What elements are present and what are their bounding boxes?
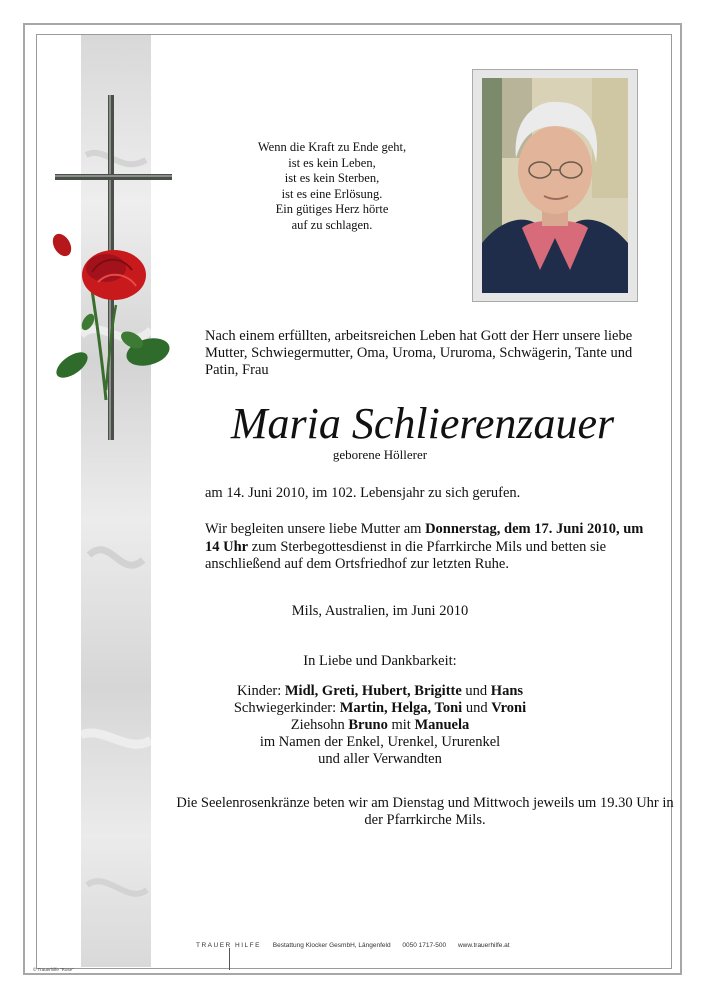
- portrait-photo: [482, 78, 628, 293]
- funeral-company: Bestattung Klocker GesmbH, Längenfeld: [272, 942, 391, 949]
- grandchildren-line: im Namen der Enkel, Urenkel, Ururenkel: [259, 734, 501, 750]
- footer: [196, 942, 520, 949]
- poem-line: ist es kein Sterben,: [284, 171, 380, 185]
- service-date: Donnerstag, dem 17. Juni 2010, um 14 Uhr: [205, 521, 644, 555]
- poem-line: Ein gütiges Herz hörte: [275, 202, 389, 216]
- family-list: [200, 683, 560, 768]
- poem-line: Wenn die Kraft zu Ende geht,: [257, 140, 407, 154]
- poem-line: ist es kein Leben,: [288, 155, 376, 170]
- gratitude-line: In Liebe und Dankbarkeit:: [303, 653, 457, 669]
- portrait-frame: [472, 69, 638, 302]
- copyright-note: © Trauerhilfe "Rose": [33, 967, 74, 972]
- phone-number: 0050 1717-500: [402, 942, 447, 949]
- relatives-line: und aller Verwandten: [318, 751, 442, 767]
- intro-text: Nach einem erfüllten, arbeitsreichen Leben hat Gott der Herr unsere liebe Mutter, Schwiegermutter, Oma, Uroma, Ururoma, Schwägerin, Tante und Patin, Frau: [205, 328, 633, 378]
- poem: [232, 140, 432, 233]
- website-link[interactable]: www.trauerhilfe.at: [457, 942, 510, 949]
- poem-line: auf zu schlagen.: [291, 217, 373, 232]
- death-notice: am 14. Juni 2010, im 102. Lebensjahr zu sich gerufen.: [205, 485, 521, 501]
- service-text: zum Sterbegottesdienst in die Pfarrkirche Mils und betten sie anschließend auf dem Ortsfriedhof zur letzten Ruhe.: [205, 538, 607, 572]
- maiden-name: geborene Höllerer: [332, 447, 428, 462]
- funeral-service-text: [205, 521, 655, 574]
- deceased-name: Maria Schlierenzauer: [230, 399, 615, 448]
- logo-mark: [229, 948, 230, 970]
- inlaws-line: Schwiegerkinder: Martin, Helga, Toni und Vroni: [233, 700, 527, 716]
- service-text: Wir begleiten unsere liebe Mutter am: [205, 521, 426, 537]
- trauerhilfe-logo: TRAUER HILFE: [196, 942, 261, 949]
- cross-with-rose: [40, 90, 180, 450]
- place-date: Mils, Australien, im Juni 2010: [291, 603, 469, 619]
- poem-line: ist es eine Erlösung.: [281, 186, 383, 201]
- children-line: Kinder: Midl, Greti, Hubert, Brigitte und Hans: [236, 683, 524, 699]
- rosary-notice: Die Seelenrosenkränze beten wir am Dienstag und Mittwoch jeweils um 19.30 Uhr in der Pfarrkirche Mils.: [176, 795, 674, 828]
- foster-son-line: Ziehsohn Bruno mit Manuela: [290, 717, 470, 733]
